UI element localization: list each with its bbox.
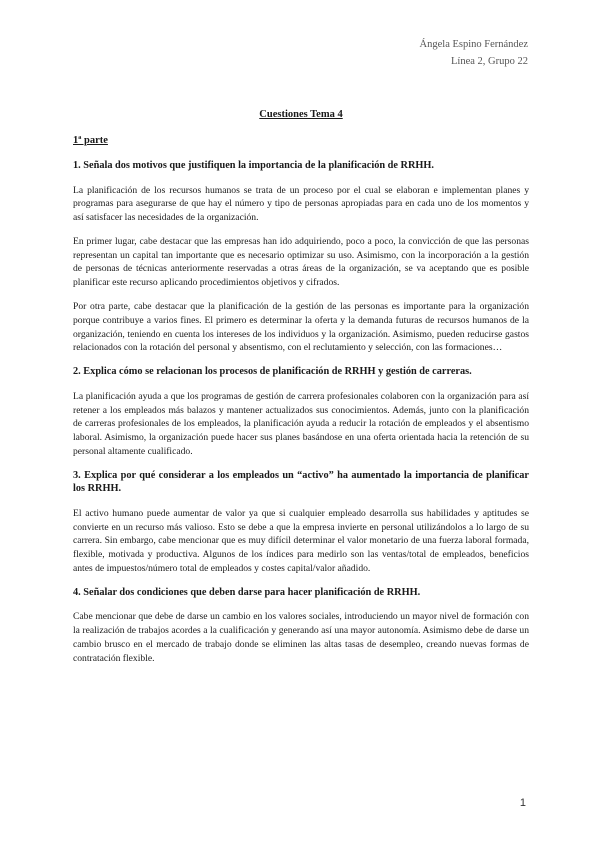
section-1 [73,159,529,355]
group-label: Línea 2, Grupo 22 [451,56,528,67]
section-2 [73,365,529,458]
paragraph: La planificación ayuda a que los programas de gestión de carrera profesionales colaboren con la organización para así retener a los empleados más balazos y mantener actualizados sus conocimientos. Además, junto con la planificación de carreras profesionales de los empleados, la planificación ayuda a reducir la rotación de empleados y el absentismo laboral. Asimismo, la organización puede hacer sus planes basándose en una oferta orientada hacia la retención de su personal altamente cualificado. [73,390,529,457]
page-header [420,36,528,70]
paragraph: El activo humano puede aumentar de valor ya que si cualquier empleado desarrolla sus habilidades y aptitudes se convierte en un recurso más valioso. Esto se debe a que la empresa invierte en personal utilizándolos a lo largo de su carrera. Sin embargo, cabe mencionar que es muy difícil determinar el valor monetario de una fuerza laboral formada, flexible, motivada y productiva. Algunos de los índices para medirlo son las ventas/total de empleados, beneficios antes de impuestos/número total de empleados y costes capital/valor añadido. [73,507,529,574]
document-body [73,108,529,675]
paragraph: La planificación de los recursos humanos se trata de un proceso por el cual se elaboran e implementan planes y programas para asegurarse de que hay el número y tipo de personas apropiadas para en cada uno de los momentos y así satisfacer las necesidades de la organización. [73,184,529,224]
document-title: Cuestiones Tema 4 [259,109,343,120]
paragraph: Por otra parte, cabe destacar que la planificación de la gestión de las personas es importante para la organización porque contribuye a varios fines. El primero es determinar la oferta y la demanda futuras de recursos humanos de la organización, teniendo en cuenta los intereses de los individuos y la organización. Asimismo, pueden reducirse gastos relacionados con la rotación del personal y absentismo, con el reclutamiento y selección, con las formaciones… [73,301,529,354]
paragraph: Cabe mencionar que debe de darse un cambio en los valores sociales, introduciendo un mayor nivel de formación con la realización de trabajos acordes a la cualificación y generando así una mayor autonomía. Asimismo debe de darse un cambio brusco en el mercado de trabajo donde se eliminen las altas tasas de desempleo, creando nuevas formas de contratación flexible. [73,611,529,664]
author-name: Ángela Espino Fernández [419,39,528,50]
question-heading: 3. Explica por qué considerar a los empleados un “activo” ha aumentado la importancia de planificar los RRHH. [73,469,529,495]
paragraph: En primer lugar, cabe destacar que las empresas han ido adquiriendo, poco a poco, la convicción de que las personas representan un capital tan importante que es necesario optimizar su uso. Asimismo, con la incorporación a la gestión de personas de técnicas anteriormente reservadas a otras áreas de la organización, se va aceptando que es posible planificar este recurso aplicando procedimientos objetivos y cifrados. [73,235,529,289]
question-heading: 4. Señalar dos condiciones que deben darse para hacer planificación de RRHH. [73,586,421,598]
question-heading: 2. Explica cómo se relacionan los procesos de planificación de RRHH y gestión de carreras. [73,366,472,378]
question-heading: 1. Señala dos motivos que justifiquen la importancia de la planificación de RRHH. [73,160,434,171]
part-heading: 1ª parte [73,135,108,146]
section-4 [73,586,529,666]
page-number: 1 [519,797,526,809]
section-3 [73,469,529,576]
